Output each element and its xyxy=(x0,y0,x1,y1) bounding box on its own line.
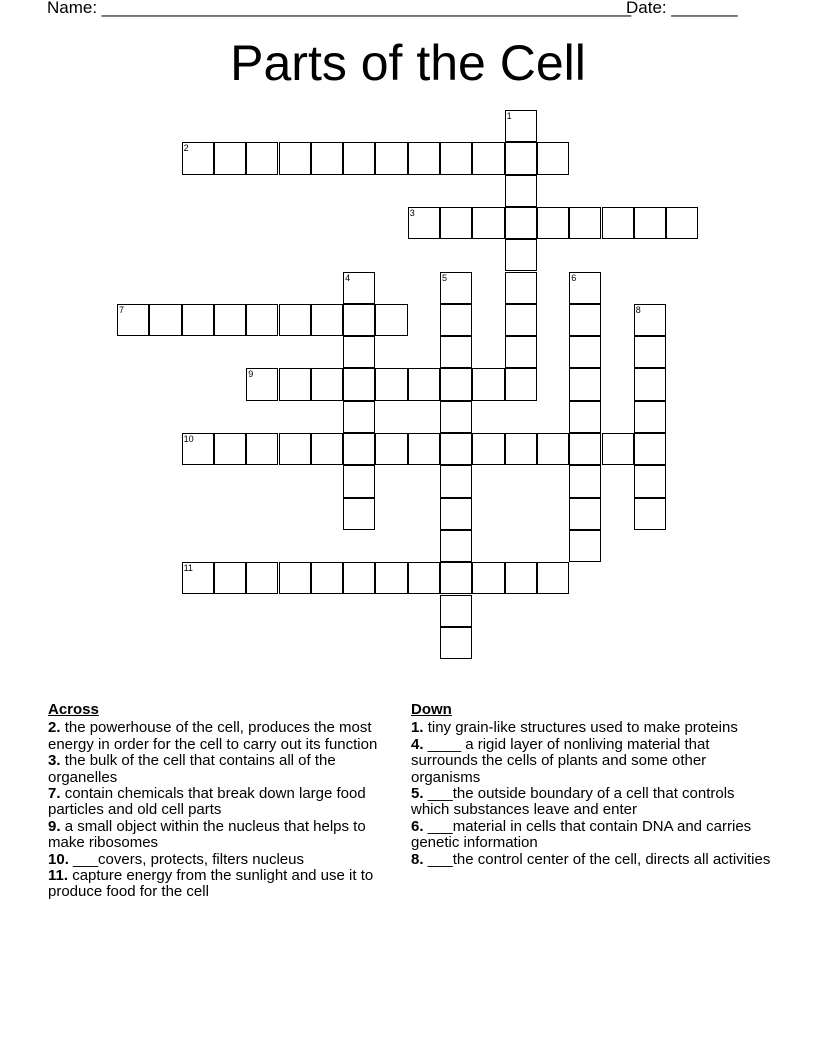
grid-cell[interactable] xyxy=(440,465,472,497)
grid-cell[interactable] xyxy=(343,433,375,465)
grid-cell[interactable] xyxy=(408,433,440,465)
grid-cell[interactable] xyxy=(569,272,601,304)
grid-cell[interactable] xyxy=(246,304,278,336)
grid-cell[interactable] xyxy=(375,142,407,174)
grid-cell[interactable] xyxy=(666,207,698,239)
grid-cell[interactable] xyxy=(505,142,537,174)
grid-cell[interactable] xyxy=(569,433,601,465)
grid-cell[interactable] xyxy=(440,595,472,627)
clue-text: ___the control center of the cell, directs all activities xyxy=(427,850,771,868)
grid-cell[interactable] xyxy=(440,304,472,336)
name-field[interactable]: Name: ________________________________________________________ xyxy=(47,0,632,17)
clue-number-label: 2 xyxy=(183,143,189,154)
grid-cell[interactable] xyxy=(343,562,375,594)
grid-cell[interactable] xyxy=(182,142,214,174)
clue-number-label: 11 xyxy=(183,563,193,574)
grid-cell[interactable] xyxy=(602,433,634,465)
grid-cell[interactable] xyxy=(634,465,666,497)
grid-cell[interactable] xyxy=(472,433,504,465)
clue-number-label: 6 xyxy=(571,272,577,283)
grid-cell[interactable] xyxy=(214,562,246,594)
grid-cell[interactable] xyxy=(408,562,440,594)
clue-number-label: 9 xyxy=(248,369,254,380)
grid-cell[interactable] xyxy=(182,304,214,336)
grid-cell[interactable] xyxy=(505,272,537,304)
clue-number-label: 8 xyxy=(635,304,641,315)
grid-cell[interactable] xyxy=(569,207,601,239)
grid-cell[interactable] xyxy=(311,433,343,465)
grid-cell[interactable] xyxy=(634,498,666,530)
grid-cell[interactable] xyxy=(569,465,601,497)
down-clue: 1. tiny grain-like structures used to make proteins xyxy=(411,719,738,737)
clue-text: capture energy from the sunlight and use it to produce food for the cell xyxy=(48,867,374,901)
grid-cell[interactable] xyxy=(537,142,569,174)
grid-cell[interactable] xyxy=(440,627,472,659)
grid-cell[interactable] xyxy=(279,304,311,336)
grid-cell[interactable] xyxy=(343,498,375,530)
across-clue: 3. the bulk of the cell that contains all of the organelles xyxy=(48,752,336,786)
grid-cell[interactable] xyxy=(214,433,246,465)
clue-text: the bulk of the cell that contains all of the organelles xyxy=(48,752,336,786)
clue-text: the powerhouse of the cell, produces the most energy in order for the cell to carry out its function xyxy=(48,719,378,753)
down-clue: 5. ___the outside boundary of a cell that controls which substances leave and enter xyxy=(411,785,735,819)
grid-cell[interactable] xyxy=(246,562,278,594)
grid-cell[interactable] xyxy=(505,368,537,400)
grid-cell[interactable] xyxy=(279,368,311,400)
down-clue: 6. ___material in cells that contain DNA and carries genetic information xyxy=(411,817,752,852)
grid-cell[interactable] xyxy=(569,498,601,530)
clue-number: 8 xyxy=(411,850,420,868)
clue-number: 9 xyxy=(48,817,57,835)
grid-cell[interactable] xyxy=(505,304,537,336)
grid-cell[interactable] xyxy=(440,207,472,239)
grid-cell[interactable] xyxy=(408,142,440,174)
grid-cell[interactable] xyxy=(634,336,666,368)
grid-cell[interactable] xyxy=(537,207,569,239)
across-clue: 11. capture energy from the sunlight and use it to produce food for the cell xyxy=(48,867,374,901)
grid-cell[interactable] xyxy=(117,304,149,336)
clue-number: 5 xyxy=(411,785,420,803)
grid-cell[interactable] xyxy=(440,530,472,562)
grid-cell[interactable] xyxy=(569,304,601,336)
grid-cell[interactable] xyxy=(440,498,472,530)
grid-cell[interactable] xyxy=(343,272,375,304)
grid-cell[interactable] xyxy=(440,562,472,594)
grid-cell[interactable] xyxy=(505,433,537,465)
clue-number-label: 4 xyxy=(345,272,351,283)
grid-cell[interactable] xyxy=(634,401,666,433)
grid-cell[interactable] xyxy=(182,562,214,594)
down-clue: 4. ____ a rigid layer of nonliving material that surrounds the cells of plants and some other organisms xyxy=(411,735,710,786)
grid-cell[interactable] xyxy=(569,530,601,562)
grid-cell[interactable] xyxy=(343,368,375,400)
down-heading: Down xyxy=(411,701,452,718)
grid-cell[interactable] xyxy=(279,142,311,174)
grid-cell[interactable] xyxy=(472,142,504,174)
clue-number-label: 5 xyxy=(442,272,448,283)
grid-cell[interactable] xyxy=(569,336,601,368)
down-clue: 8. ___the control center of the cell, directs all activities xyxy=(411,850,771,868)
grid-cell[interactable] xyxy=(440,433,472,465)
grid-cell[interactable] xyxy=(440,272,472,304)
grid-cell[interactable] xyxy=(569,401,601,433)
grid-cell[interactable] xyxy=(505,110,537,142)
clue-number: 10 xyxy=(48,850,65,868)
grid-cell[interactable] xyxy=(472,562,504,594)
clue-text: tiny grain-like structures used to make proteins xyxy=(427,719,738,737)
grid-cell[interactable] xyxy=(408,368,440,400)
across-clue: 2. the powerhouse of the cell, produces the most energy in order for the cell to carry out its function xyxy=(48,719,378,753)
grid-cell[interactable] xyxy=(537,433,569,465)
across-clue: 10. ___covers, protects, filters nucleus xyxy=(48,850,304,868)
grid-cell[interactable] xyxy=(311,368,343,400)
clue-text: ___material in cells that contain DNA and carries genetic information xyxy=(411,817,752,852)
grid-cell[interactable] xyxy=(279,433,311,465)
grid-cell[interactable] xyxy=(343,304,375,336)
clue-text: ___covers, protects, filters nucleus xyxy=(73,850,304,868)
clue-number: 6 xyxy=(411,817,420,835)
grid-cell[interactable] xyxy=(505,207,537,239)
grid-cell[interactable] xyxy=(375,304,407,336)
clue-number-label: 7 xyxy=(119,304,125,315)
grid-cell[interactable] xyxy=(537,562,569,594)
clue-text: ___the outside boundary of a cell that controls which substances leave and enter xyxy=(411,785,735,819)
clue-number: 11 xyxy=(48,867,64,885)
clue-text: contain chemicals that break down large food particles and old cell parts xyxy=(48,785,366,819)
grid-cell[interactable] xyxy=(375,433,407,465)
grid-cell[interactable] xyxy=(343,465,375,497)
grid-cell[interactable] xyxy=(634,433,666,465)
grid-cell[interactable] xyxy=(505,175,537,207)
date-field[interactable]: Date: _______ xyxy=(626,0,738,17)
grid-cell[interactable] xyxy=(375,562,407,594)
grid-cell[interactable] xyxy=(246,368,278,400)
grid-cell[interactable] xyxy=(602,207,634,239)
grid-cell[interactable] xyxy=(214,304,246,336)
grid-cell[interactable] xyxy=(634,368,666,400)
grid-cell[interactable] xyxy=(634,207,666,239)
clue-text: a small object within the nucleus that helps to make ribosomes xyxy=(48,817,366,852)
grid-cell[interactable] xyxy=(440,142,472,174)
clue-number: 3 xyxy=(48,752,57,770)
grid-cell[interactable] xyxy=(149,304,181,336)
clue-text: ____ a rigid layer of nonliving material that surrounds the cells of plants and some other organisms xyxy=(411,735,710,786)
across-clues xyxy=(48,702,398,901)
grid-cell[interactable] xyxy=(408,207,440,239)
down-clues xyxy=(411,702,771,868)
grid-cell[interactable] xyxy=(440,336,472,368)
clue-number: 1 xyxy=(411,719,420,737)
grid-cell[interactable] xyxy=(214,142,246,174)
grid-cell[interactable] xyxy=(634,304,666,336)
grid-cell[interactable] xyxy=(472,368,504,400)
clue-number: 2 xyxy=(48,719,57,737)
grid-cell[interactable] xyxy=(311,562,343,594)
clue-number-label: 1 xyxy=(506,111,512,121)
grid-cell[interactable] xyxy=(311,142,343,174)
grid-cell[interactable] xyxy=(505,336,537,368)
grid-cell[interactable] xyxy=(343,401,375,433)
grid-cell[interactable] xyxy=(505,239,537,271)
grid-cell[interactable] xyxy=(246,433,278,465)
grid-cell[interactable] xyxy=(246,142,278,174)
across-clue: 9. a small object within the nucleus that helps to make ribosomes xyxy=(48,817,366,852)
grid-cell[interactable] xyxy=(279,562,311,594)
clue-number: 7 xyxy=(48,785,57,803)
grid-cell[interactable] xyxy=(440,401,472,433)
grid-cell[interactable] xyxy=(182,433,214,465)
grid-cell[interactable] xyxy=(343,336,375,368)
grid-cell[interactable] xyxy=(375,368,407,400)
clue-number: 4 xyxy=(411,735,420,753)
across-heading: Across xyxy=(48,701,99,718)
grid-cell[interactable] xyxy=(440,368,472,400)
clue-number-label: 10 xyxy=(183,434,194,444)
across-clue: 7. contain chemicals that break down large food particles and old cell parts xyxy=(48,785,366,819)
clue-number-label: 3 xyxy=(409,207,415,218)
grid-cell[interactable] xyxy=(343,142,375,174)
grid-cell[interactable] xyxy=(311,304,343,336)
grid-cell[interactable] xyxy=(569,368,601,400)
grid-cell[interactable] xyxy=(472,207,504,239)
grid-cell[interactable] xyxy=(505,562,537,594)
page-title: Parts of the Cell xyxy=(230,35,586,91)
